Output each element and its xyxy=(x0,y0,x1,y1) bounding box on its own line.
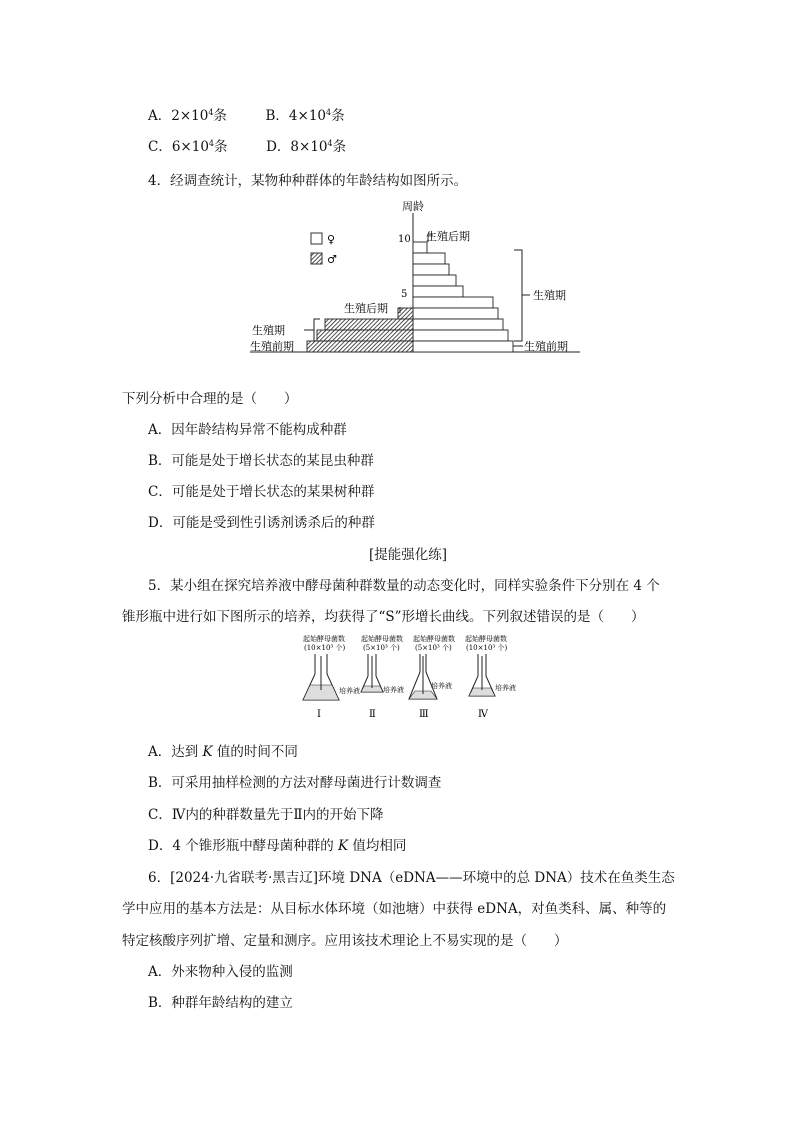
female-bars xyxy=(413,242,513,352)
female-bar-8 xyxy=(413,264,449,275)
svg-text:(5×10³ 个): (5×10³ 个) xyxy=(363,644,400,652)
age-structure-figure xyxy=(240,195,590,360)
y-axis-label: 周龄 xyxy=(402,200,424,213)
option-a-q4: A．因年龄结构异常不能构成种群 xyxy=(148,422,347,438)
female-bar-5 xyxy=(413,297,493,308)
flask-1 xyxy=(303,634,360,720)
female-bar-2 xyxy=(413,330,508,341)
svg-text:起始酵母菌数: 起始酵母菌数 xyxy=(465,635,507,643)
flask-2 xyxy=(361,634,404,720)
female-bar-6 xyxy=(413,286,463,297)
female-bar-3 xyxy=(413,319,503,330)
question-6-line-3: 特定核酸序列扩增、定量和测序。应用该技术理论上不易实现的是（ ） xyxy=(122,933,568,949)
option-d-q4: D．可能是受到性引诱剂诱杀后的种群 xyxy=(148,515,375,531)
option-c-q4: C．可能是处于增长状态的某果树种群 xyxy=(148,484,375,500)
option-d-q5: D．4 个锥形瓶中酵母菌种群的 K 值均相同 xyxy=(148,838,407,854)
option-a-q3: A．$2\times 10^4$条 B．$4\times 10^4$条 xyxy=(148,108,345,124)
question-6-line-2: 学中应用的基本方法是：从目标水体环境（如池塘）中获得 eDNA，对鱼类科、属、种等的 xyxy=(122,901,667,917)
option-a-q5: A．达到 K 值的时间不同 xyxy=(148,744,298,760)
svg-text:Ⅳ: Ⅳ xyxy=(478,709,488,720)
legend-female-symbol: ♀ xyxy=(327,233,336,246)
option-c-q5: C．Ⅳ内的种群数量先于Ⅱ内的开始下降 xyxy=(148,807,384,823)
left-label-pre: 生殖前期 xyxy=(250,340,294,353)
option-b-q3: B．$4\times 10^4$条 xyxy=(265,108,345,124)
flask-4 xyxy=(465,634,516,720)
left-label-repro: 生殖期 xyxy=(252,324,285,337)
female-bar-10 xyxy=(413,242,427,253)
male-bar-3 xyxy=(325,319,413,330)
option-b-q4: B．可能是处于增长状态的某昆虫种群 xyxy=(148,453,374,469)
legend-female-box xyxy=(311,233,322,244)
male-bar-1 xyxy=(307,341,413,352)
male-bar-2 xyxy=(317,330,413,341)
svg-text:培养液: 培养液 xyxy=(383,686,404,694)
tick-5: 5 xyxy=(401,289,408,300)
female-bar-9 xyxy=(413,253,445,264)
option-b-q5: B．可采用抽样检测的方法对酵母菌进行计数调查 xyxy=(148,775,442,791)
section-title: [提能强化练] xyxy=(369,547,448,563)
svg-text:Ⅱ: Ⅱ xyxy=(369,709,376,720)
svg-text:(10×10³ 个): (10×10³ 个) xyxy=(466,644,508,652)
svg-text:Ⅰ: Ⅰ xyxy=(317,709,321,720)
flask-3 xyxy=(409,634,455,720)
svg-text:起始酵母菌数: 起始酵母菌数 xyxy=(413,635,455,643)
right-label-repro: 生殖期 xyxy=(533,289,566,302)
svg-text:培养液: 培养液 xyxy=(431,682,452,690)
question-4-stem: 4．经调查统计，某物种种群体的年龄结构如图所示。 xyxy=(148,173,468,189)
option-a-q6: A．外来物种入侵的监测 xyxy=(148,964,293,980)
option-d-q3: D．$8\times 10^4$条 xyxy=(266,139,347,155)
tick-10: 10 xyxy=(398,234,411,245)
right-label-pre: 生殖前期 xyxy=(524,340,568,353)
legend-male-symbol: ♂ xyxy=(327,253,337,266)
left-label-post: 生殖后期 xyxy=(344,302,388,315)
svg-text:培养液: 培养液 xyxy=(495,684,516,692)
svg-text:起始酵母菌数: 起始酵母菌数 xyxy=(303,635,345,643)
svg-text:培养液: 培养液 xyxy=(339,687,360,695)
flask-figure xyxy=(295,632,535,727)
legend-male-box xyxy=(311,253,322,264)
svg-text:(5×10³ 个): (5×10³ 个) xyxy=(415,644,452,652)
question-5-line-2: 锥形瓶中进行如下图所示的培养，均获得了“S”形增长曲线。下列叙述错误的是（ ） xyxy=(122,609,645,625)
svg-text:Ⅲ: Ⅲ xyxy=(419,709,429,720)
question-6-line-1: 6．[2024·九省联考·黑吉辽]环境 DNA（eDNA——环境中的总 DNA）技术在鱼类生态 xyxy=(148,870,675,886)
option-c-q3: C．$6\times 10^4$条 D．$8\times 10^4$条 xyxy=(148,139,347,155)
svg-text:起始酵母菌数: 起始酵母菌数 xyxy=(361,635,403,643)
question-4-prompt: 下列分析中合理的是（ ） xyxy=(122,391,298,407)
question-5-line-1: 5．某小组在探究培养液中酵母菌种群数量的动态变化时，同样实验条件下分别在 4 个 xyxy=(148,578,660,594)
option-b-q6: B．种群年龄结构的建立 xyxy=(148,995,293,1011)
svg-text:(10×10³ 个): (10×10³ 个) xyxy=(304,644,346,652)
female-bar-7 xyxy=(413,275,456,286)
female-bar-1 xyxy=(413,341,513,352)
right-label-post: 生殖后期 xyxy=(426,230,470,243)
female-bar-4 xyxy=(413,308,498,319)
